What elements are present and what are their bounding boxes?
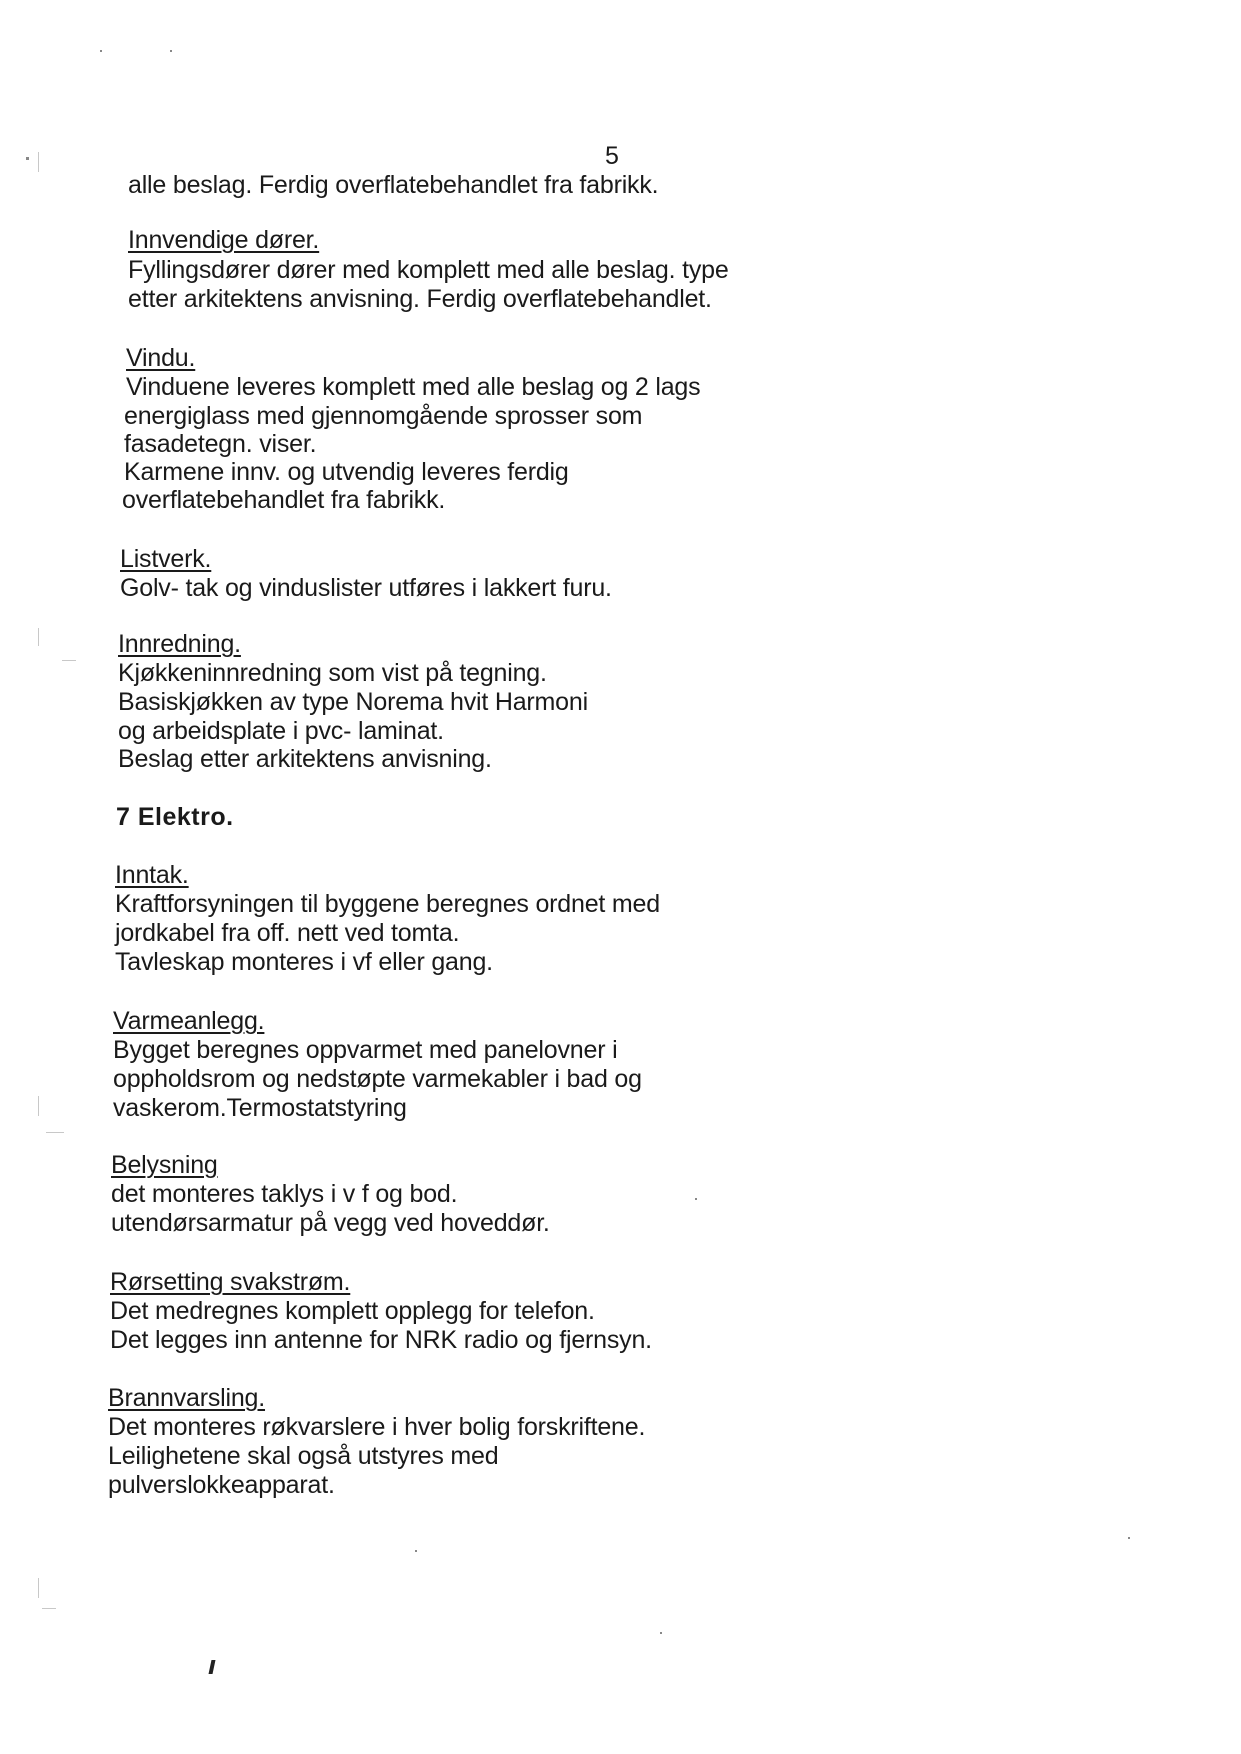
text-line: Bygget beregnes oppvarmet med panelovner i bbox=[113, 1036, 618, 1064]
text-line: alle beslag. Ferdig overflatebehandlet fra fabrikk. bbox=[128, 171, 659, 199]
text-line: jordkabel fra off. nett ved tomta. bbox=[115, 919, 460, 947]
page-number: 5 bbox=[605, 142, 619, 170]
text-line: Beslag etter arkitektens anvisning. bbox=[118, 745, 492, 773]
text-line: pulverslokkeapparat. bbox=[108, 1471, 335, 1499]
scan-speck bbox=[660, 1632, 662, 1634]
subheading-varmeanlegg: Varmeanlegg. bbox=[113, 1007, 265, 1035]
margin-mark bbox=[38, 1578, 39, 1598]
subheading-innvendige-dorer: Innvendige dører. bbox=[128, 226, 320, 254]
text-line: Karmene innv. og utvendig leveres ferdig bbox=[124, 458, 569, 486]
subheading-brannvarsling: Brannvarsling. bbox=[108, 1384, 266, 1412]
text-line: energiglass med gjennomgående sprosser som bbox=[124, 402, 643, 430]
subheading-rorsetting-svakstrom: Rørsetting svakstrøm. bbox=[110, 1268, 351, 1296]
margin-mark bbox=[38, 628, 39, 646]
text-line: Det legges inn antenne for NRK radio og fjernsyn. bbox=[110, 1326, 652, 1354]
ink-mark bbox=[209, 1660, 216, 1674]
margin-mark bbox=[38, 1096, 39, 1116]
text-line: og arbeidsplate i pvc- laminat. bbox=[118, 717, 444, 745]
margin-mark bbox=[62, 660, 76, 661]
text-line: etter arkitektens anvisning. Ferdig overflatebehandlet. bbox=[128, 285, 712, 313]
text-line: fasadetegn. viser. bbox=[124, 430, 317, 458]
text-line: Kjøkkeninnredning som vist på tegning. bbox=[118, 659, 547, 687]
subheading-belysning: Belysning bbox=[111, 1151, 218, 1179]
scan-speck bbox=[695, 1198, 697, 1200]
text-line: Leilighetene skal også utstyres med bbox=[108, 1442, 499, 1470]
text-line: Basiskjøkken av type Norema hvit Harmoni bbox=[118, 688, 588, 716]
text-line: Fyllingsdører dører med komplett med alle beslag. type bbox=[128, 256, 729, 284]
margin-mark bbox=[38, 152, 39, 172]
text-line: det monteres taklys i v f og bod. bbox=[111, 1180, 458, 1208]
text-line: Det medregnes komplett opplegg for telefon. bbox=[110, 1297, 595, 1325]
text-line: Det monteres røkvarslere i hver bolig forskriftene. bbox=[108, 1413, 646, 1441]
subheading-innredning: Innredning. bbox=[118, 630, 241, 658]
text-line: Kraftforsyningen til byggene beregnes ordnet med bbox=[115, 890, 660, 918]
subheading-inntak: Inntak. bbox=[115, 861, 189, 889]
section-heading-elektro: 7 Elektro. bbox=[116, 803, 234, 831]
text-line: overflatebehandlet fra fabrikk. bbox=[122, 486, 446, 514]
scan-speck bbox=[170, 50, 172, 52]
text-line: Golv- tak og vinduslister utføres i lakkert furu. bbox=[120, 574, 612, 602]
subheading-vindu: Vindu. bbox=[126, 344, 196, 372]
subheading-listverk: Listverk. bbox=[120, 545, 212, 573]
text-line: utendørsarmatur på vegg ved hoveddør. bbox=[111, 1209, 550, 1237]
scan-speck bbox=[100, 50, 102, 52]
margin-mark bbox=[46, 1132, 64, 1133]
text-line: Tavleskap monteres i vf eller gang. bbox=[115, 948, 493, 976]
margin-mark bbox=[42, 1608, 56, 1609]
text-line: Vinduene leveres komplett med alle beslag og 2 lags bbox=[126, 373, 701, 401]
text-line: vaskerom.Termostatstyring bbox=[113, 1094, 407, 1122]
scan-speck bbox=[415, 1550, 417, 1552]
text-line: oppholdsrom og nedstøpte varmekabler i bad og bbox=[113, 1065, 642, 1093]
scan-speck bbox=[26, 157, 29, 160]
scan-speck bbox=[1128, 1537, 1130, 1539]
